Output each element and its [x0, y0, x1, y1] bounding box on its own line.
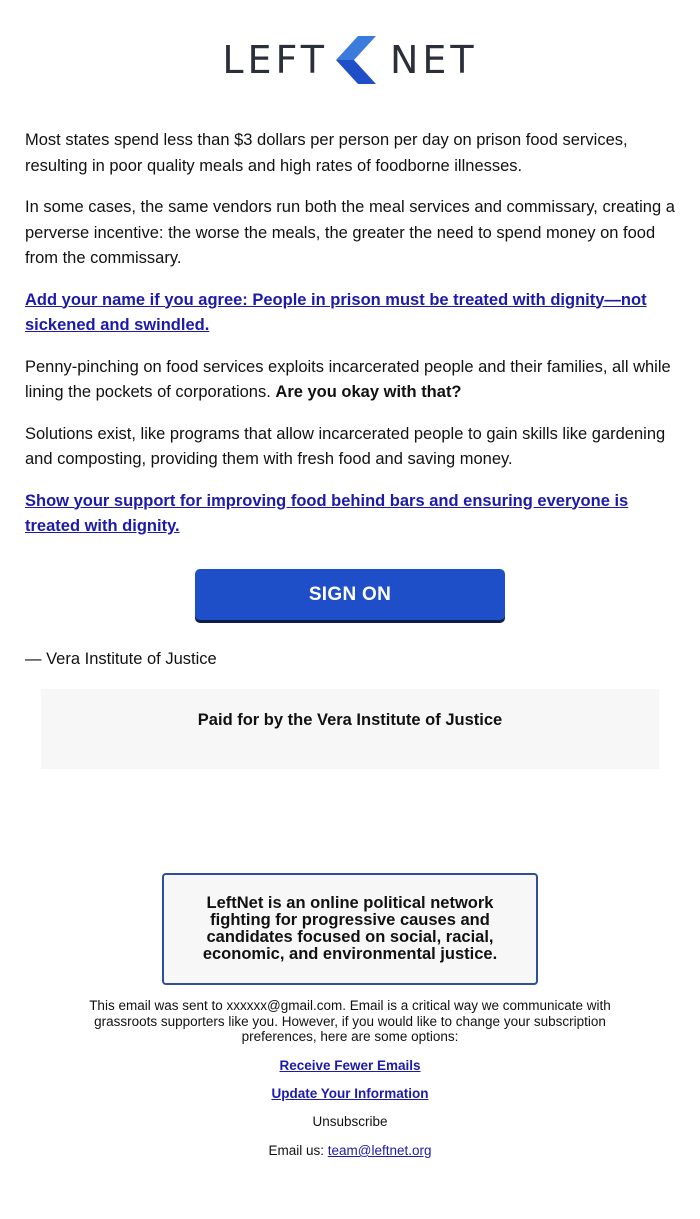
subscription-note: This email was sent to xxxxxx@gmail.com. Email is a critical way we communicate with grassroots supporters like you. However, if you would like to change your subscription preferences, here are some options: — [89, 998, 611, 1044]
unsubscribe-row — [0, 1113, 700, 1131]
paid-for-panel — [41, 689, 659, 769]
unsubscribe-link[interactable]: Unsubscribe — [312, 1114, 388, 1129]
update-info-row — [0, 1085, 700, 1103]
paragraph-vendors-commissary: In some cases, the same vendors run both the meal services and commissary, creating a perverse incentive: the worse the meals, the greater the need to spend money on food from the commissary. — [25, 198, 675, 267]
chevron-left-icon — [336, 36, 376, 84]
update-your-information-link[interactable]: Update Your Information — [271, 1086, 429, 1101]
sign-on-button-wrapper — [195, 569, 505, 623]
contact-email-row — [0, 1142, 700, 1160]
signature: — Vera Institute of Justice — [25, 650, 217, 668]
paid-for-disclaimer: Paid for by the Vera Institute of Justice — [197, 711, 503, 729]
paragraph-penny-pinching-text: Penny-pinching on food services exploits incarcerated people and their families, all while lining the pockets of corporations. — [25, 357, 671, 401]
sign-on-button[interactable]: SIGN ON — [195, 569, 505, 620]
logo-right-word: NET — [389, 38, 478, 82]
show-support-link[interactable]: Show your support for improving food behind bars and ensuring everyone is treated with dignity. — [25, 491, 629, 535]
paragraph-solutions: Solutions exist, like programs that allow incarcerated people to gain skills like gardening and composting, providing them with fresh food and saving money. — [25, 424, 666, 468]
fewer-emails-row — [0, 1057, 700, 1075]
email-body — [25, 128, 675, 556]
receive-fewer-emails-link[interactable]: Receive Fewer Emails — [279, 1058, 421, 1073]
leftnet-logo[interactable] — [0, 34, 700, 86]
email-us-label: Email us: — [268, 1143, 328, 1158]
about-leftnet-text: LeftNet is an online political network fighting for progressive causes and candidates focused on social, racial, economic, and environmental justice. — [202, 894, 498, 963]
contact-email-link[interactable]: team@leftnet.org — [327, 1143, 432, 1158]
paragraph-penny-pinching-question: Are you okay with that? — [275, 383, 462, 401]
about-leftnet-box — [162, 873, 538, 985]
add-your-name-link[interactable]: Add your name if you agree: People in prison must be treated with dignity—not sickened and swindled. — [25, 290, 647, 334]
paragraph-prison-food-spending: Most states spend less than $3 dollars per person per day on prison food services, resulting in poor quality meals and high rates of foodborne illnesses. — [25, 131, 628, 175]
logo-left-word: LEFT — [222, 38, 328, 82]
paragraph-penny-pinching — [25, 355, 675, 406]
